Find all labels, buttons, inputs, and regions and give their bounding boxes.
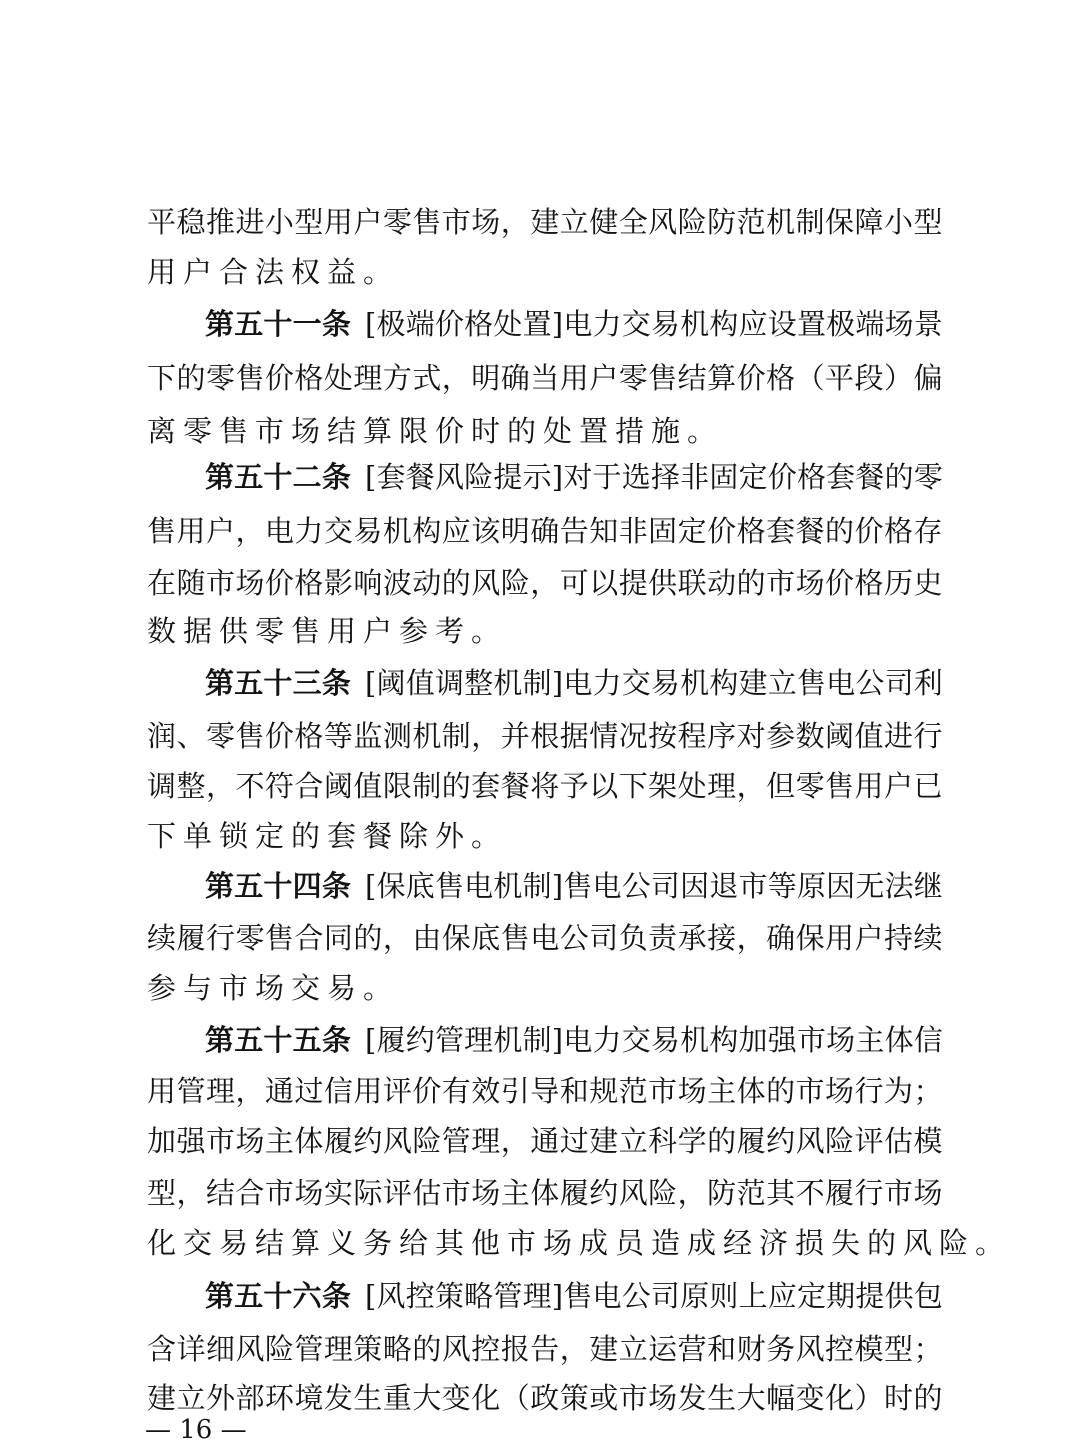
text-line <box>205 1270 943 1322</box>
text-line <box>147 912 943 964</box>
text-line <box>147 710 943 762</box>
text-line <box>205 860 943 912</box>
text-line <box>147 810 507 862</box>
line-text: 电力交易机构建立售电公司利 <box>563 666 943 700</box>
line-text: 在随市场价格影响波动的风险，可以提供联动的市场价格历史 <box>147 566 943 600</box>
line-text: 建立外部环境发生重大变化（政策或市场发生大幅变化）时的 <box>147 1381 943 1415</box>
text-line <box>147 1217 1011 1269</box>
line-text: 售电公司因退市等原因无法继 <box>563 869 943 903</box>
line-text: 售用户，电力交易机构应该明确告知非固定价格套餐的价格存 <box>147 514 943 548</box>
line-text: 用管理，通过信用评价有效引导和规范市场主体的市场行为； <box>147 1074 943 1108</box>
text-line <box>147 1323 943 1375</box>
line-text: 售电公司原则上应定期提供包 <box>563 1279 943 1313</box>
article-number: 第五十二条 <box>205 460 352 494</box>
line-text: 电力交易机构加强市场主体信 <box>563 1023 943 1057</box>
article-title: [套餐风险提示] <box>365 460 564 494</box>
line-text: 调整，不符合阈值限制的套餐将予以下架处理，但零售用户已 <box>147 769 943 803</box>
article-number: 第五十三条 <box>205 666 352 700</box>
article-title: [保底售电机制] <box>365 869 564 903</box>
text-line <box>147 1372 943 1424</box>
text-line <box>147 1115 943 1167</box>
line-text: 参与市场交易。 <box>147 971 400 1005</box>
text-line <box>147 505 943 557</box>
text-line <box>205 1014 943 1066</box>
line-text: 下单锁定的套餐除外。 <box>147 819 508 853</box>
text-line <box>147 405 723 457</box>
article-number: 第五十四条 <box>205 869 352 903</box>
line-text: 含详细风险管理策略的风控报告，建立运营和财务风控模型； <box>147 1332 943 1366</box>
line-text: 下的零售价格处理方式，明确当用户零售结算价格（平段）偏 <box>147 361 943 395</box>
text-line <box>147 760 943 812</box>
text-line <box>147 246 399 298</box>
text-line <box>147 196 943 248</box>
line-text: 平稳推进小型用户零售市场，建立健全风险防范机制保障小型 <box>147 205 943 239</box>
text-line <box>147 1065 943 1117</box>
article-title: [极端价格处置] <box>365 307 564 341</box>
line-text: 电力交易机构应设置极端场景 <box>563 307 943 341</box>
text-line <box>147 557 943 609</box>
text-line <box>147 1167 943 1219</box>
line-text: 续履行零售合同的，由保底售电公司负责承接，确保用户持续 <box>147 921 943 955</box>
text-line <box>147 962 399 1014</box>
article-title: [风控策略管理] <box>365 1279 564 1313</box>
line-text: 离零售市场结算限价时的处置措施。 <box>147 414 724 448</box>
article-title: [阈值调整机制] <box>365 666 564 700</box>
article-number: 第五十六条 <box>205 1279 352 1313</box>
line-text: 润、零售价格等监测机制，并根据情况按程序对参数阈值进行 <box>147 719 943 753</box>
article-number: 第五十一条 <box>205 307 352 341</box>
line-text: 对于选择非固定价格套餐的零 <box>563 460 943 494</box>
line-text: 化交易结算义务给其他市场成员造成经济损失的风险。 <box>147 1226 1012 1260</box>
text-line <box>205 451 943 503</box>
page-number: — 16 — <box>145 1415 247 1445</box>
text-line <box>147 605 507 657</box>
article-number: 第五十五条 <box>205 1023 352 1057</box>
line-text: 数据供零售用户参考。 <box>147 614 508 648</box>
line-text: 用户合法权益。 <box>147 255 400 289</box>
text-line <box>205 298 943 350</box>
line-text: 加强市场主体履约风险管理，通过建立科学的履约风险评估模 <box>147 1124 943 1158</box>
article-title: [履约管理机制] <box>365 1023 564 1057</box>
line-text: 型，结合市场实际评估市场主体履约风险，防范其不履行市场 <box>147 1176 943 1210</box>
text-line <box>147 352 943 404</box>
text-line <box>205 657 943 709</box>
